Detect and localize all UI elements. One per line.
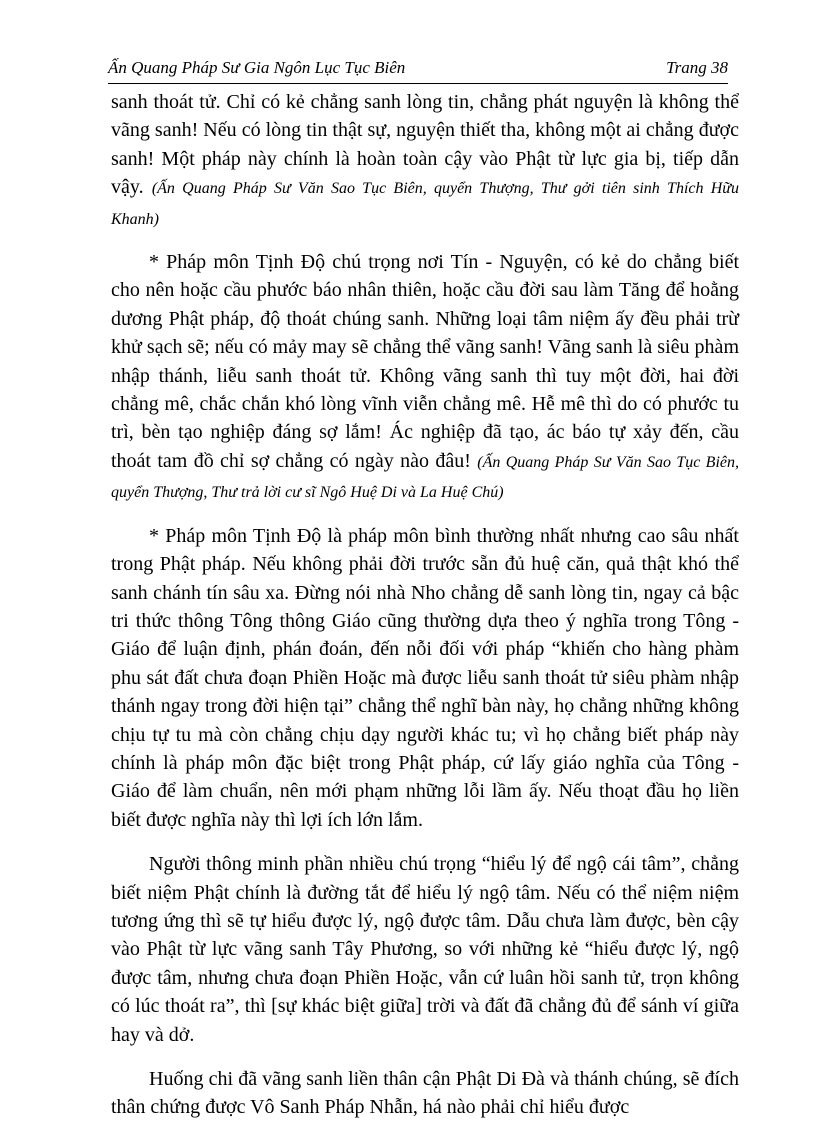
header-divider <box>108 83 728 84</box>
book-title: Ấn Quang Pháp Sư Gia Ngôn Lục Tục Biên <box>108 58 406 77</box>
paragraph-text: sanh thoát tử. Chỉ có kẻ chẳng sanh lòng tin, chẳng phát nguyện là không thể vãng sanh! Nếu có lòng tin thật sự, nguyện thiết tha, không một ai chẳng được sanh! Một pháp này chính là hoàn toàn cậy vào Phật từ lực gia bị, tiếp dẫn vậy. <box>111 91 739 199</box>
paragraph-text: * Pháp môn Tịnh Độ chú trọng nơi Tín - Nguyện, có kẻ do chẳng biết cho nên hoặc cầu phước báo nhân thiên, hoặc cầu đời sau làm Tăng để hoằng dương Phật pháp, độ thoát chúng sanh. Những loại tâm niệm ấy đều phải trừ khử sạch sẽ; nếu có mảy may sẽ chẳng thể vãng sanh! Vãng sanh là siêu phàm nhập thánh, liễu sanh thoát tử. Không vãng sanh thì tuy một đời, hai đời chẳng mê, chắc chắn khó lòng vĩnh viễn chẳng mê. Hễ mê thì do có phước tu trì, bèn tạo nghiệp đáng sợ lắm! Ác nghiệp đã tạo, ác báo tự xảy đến, cầu thoát tam đồ chỉ sợ chẳng có ngày nào đâu! <box>111 251 739 472</box>
paragraph-text: Người thông minh phần nhiều chú trọng “hiểu lý để ngộ cái tâm”, chẳng biết niệm Phật chính là đường tắt để hiểu lý ngộ tâm. Nếu có thể niệm niệm tương ứng thì sẽ tự hiểu được lý, ngộ được tâm. Dẫu chưa làm được, bèn cậy vào Phật từ lực vãng sanh Tây Phương, so với những kẻ “hiểu được lý, ngộ được tâm, nhưng chưa đoạn Phiền Hoặc, vẫn cứ luân hồi sanh tử, trọn không có lúc thoát ra”, thì [sự khác biệt giữa] trời và đất đã chẳng đủ để sánh ví giữa hay và dở. <box>111 853 739 1046</box>
page-number: Trang 38 <box>666 58 728 77</box>
citation: (Ấn Quang Pháp Sư Văn Sao Tục Biên, quyển Thượng, Thư gởi tiên sinh Thích Hữu Khanh) <box>111 180 740 228</box>
paragraph-text: * Pháp môn Tịnh Độ là pháp môn bình thường nhất nhưng cao sâu nhất trong Phật pháp. Nếu không phải đời trước sẵn đủ huệ căn, quả thật khó thể sanh chánh tín sâu xa. Đừng nói nhà Nho chẳng dễ sanh lòng tin, ngay cả bậc tri thức thông Tông thông Giáo cũng thường dựa theo ý nghĩa trong Tông - Giáo để luận định, phán đoán, đến nỗi đối với pháp “khiến cho hàng phàm phu sát đất chưa đoạn Phiền Hoặc mà được liễu sanh thoát tử siêu phàm nhập thánh ngay trong đời hiện tại” chẳng thể nghĩ bàn này, họ chẳng những không chịu tự tu mà còn chẳng chịu dạy người khác tu; vì họ chẳng biết pháp này chính là pháp môn đặc biệt trong Phật pháp, cứ lấy giáo nghĩa của Tông - Giáo để làm chuẩn, nên mới phạm những lỗi lầm ấy. Nếu thoạt đầu họ liền biết được nghĩa này thì lợi ích lớn lắm. <box>111 524 739 831</box>
citation: (Ấn Quang Pháp Sư Văn Sao Tục Biên, quyển Thượng, Thư trả lời cư sĩ Ngô Huệ Di và La Huệ Chú) <box>111 453 740 502</box>
paragraph-3 <box>111 522 739 836</box>
paragraph-4 <box>111 850 739 1051</box>
paragraph-2 <box>111 248 739 508</box>
page-header <box>108 58 728 82</box>
paragraph-1 <box>111 88 739 234</box>
paragraph-5 <box>111 1065 739 1124</box>
document-body <box>111 88 739 1138</box>
paragraph-text: Huống chi đã vãng sanh liền thân cận Phật Di Đà và thánh chúng, sẽ đích thân chứng được Vô Sanh Pháp Nhẫn, há nào phải chỉ hiểu được <box>111 1068 739 1119</box>
